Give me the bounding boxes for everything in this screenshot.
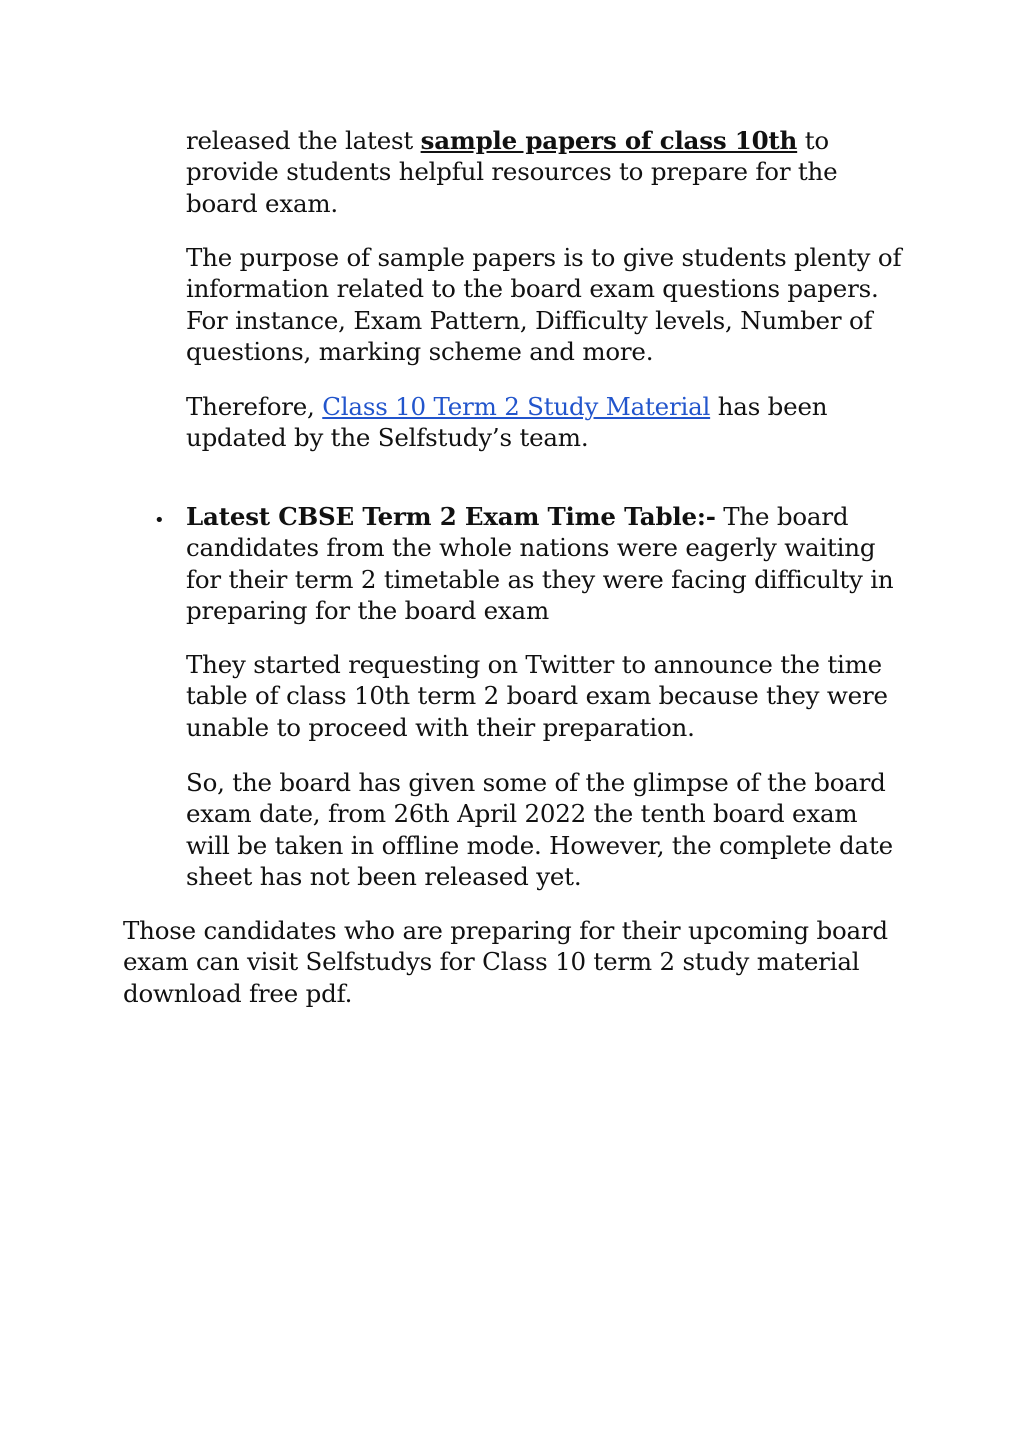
study-material-link[interactable]: Class 10 Term 2 Study Material: [322, 392, 711, 421]
paragraph-twitter: They started requesting on Twitter to announce the time table of class 10th term 2 board exam because they were unable to proceed with their preparation.: [186, 650, 888, 742]
paragraph-text: Therefore,: [186, 392, 323, 421]
paragraph-exam-date: So, the board has given some of the glimpse of the board exam date, from 26th April 2022 the tenth board exam will be taken in offline mode. However, the complete date sheet has not been released yet.: [186, 768, 893, 891]
sample-papers-link[interactable]: sample papers of class 10th: [420, 126, 798, 155]
bullet-heading: Latest CBSE Term 2 Exam Time Table:-: [186, 502, 716, 531]
paragraph-conclusion: Those candidates who are preparing for their upcoming board exam can visit Selfstudys for Class 10 term 2 study material download free pdf.: [123, 916, 888, 1008]
paragraph-text: to provide students helpful resources to prepare for the board exam.: [186, 126, 838, 218]
bullet-item-time-table: [186, 501, 906, 626]
paragraph-sample-papers: [186, 125, 906, 219]
bullet-text: The board candidates from the whole nations were eagerly waiting for their term 2 timetable as they were facing difficulty in preparing for the board exam: [186, 502, 894, 625]
paragraph-purpose: The purpose of sample papers is to give students plenty of information related to the board exam questions papers. For instance, Exam Pattern, Difficulty levels, Number of questions, marking scheme and more.: [186, 243, 902, 366]
bullet-marker: •: [154, 510, 165, 531]
paragraph-text: has been updated by the Selfstudy’s team.: [186, 392, 828, 453]
paragraph-text: released the latest: [186, 126, 421, 155]
paragraph-therefore: [186, 391, 906, 454]
